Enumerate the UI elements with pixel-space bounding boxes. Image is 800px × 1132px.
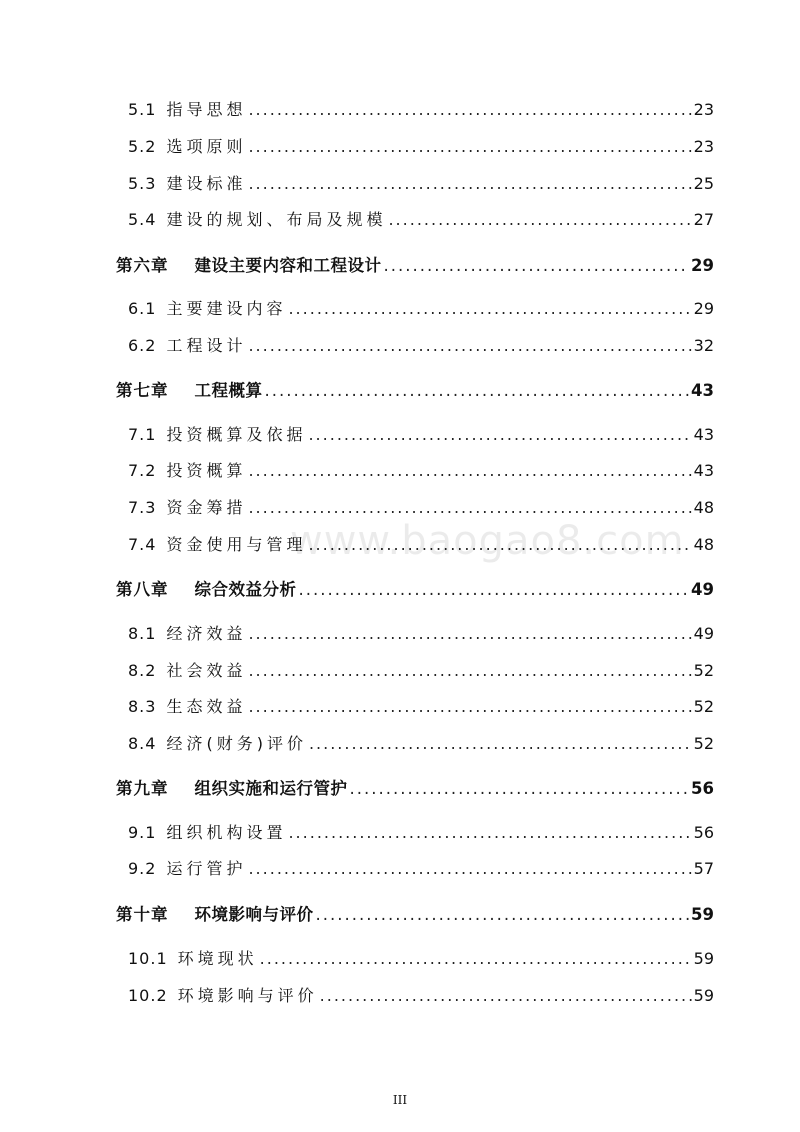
dot-leader (248, 174, 691, 193)
page-number: 27 (693, 210, 714, 229)
section-title: 工程设计 (166, 336, 247, 355)
dot-leader (299, 580, 690, 599)
section-number: 5.4 (128, 210, 157, 229)
chapter-number: 第六章 (116, 256, 169, 275)
chapter-title: 环境影响与评价 (194, 905, 314, 924)
toc-entry[interactable] (128, 207, 714, 230)
section-title: 资金筹措 (166, 498, 247, 517)
dot-leader (308, 425, 691, 444)
section-number: 7.3 (128, 498, 157, 517)
page-number: 32 (693, 336, 714, 355)
toc-entry[interactable] (128, 97, 714, 120)
dot-leader (320, 986, 692, 1005)
dot-leader (248, 137, 691, 156)
page-number: 23 (693, 100, 714, 119)
page-number: 52 (693, 734, 714, 753)
page-number: 57 (693, 859, 714, 878)
dot-leader (288, 299, 691, 318)
dot-leader (248, 661, 691, 680)
chapter-number: 第九章 (116, 779, 169, 798)
toc-entry[interactable] (128, 856, 714, 879)
page-number: 56 (691, 779, 714, 798)
chapter-title: 工程概算 (194, 381, 263, 400)
dot-leader (248, 498, 691, 517)
section-title: 生态效益 (166, 697, 247, 716)
section-number: 8.3 (128, 697, 157, 716)
dot-leader (350, 779, 690, 798)
section-number: 10.2 (128, 986, 168, 1005)
page-number: 43 (693, 425, 714, 444)
page-number: 49 (693, 624, 714, 643)
toc-chapter-entry[interactable] (116, 377, 714, 401)
section-title: 建设的规划、布局及规模 (166, 210, 387, 229)
chapter-title: 组织实施和运行管护 (194, 779, 348, 798)
page-number: 48 (693, 535, 714, 554)
dot-leader (288, 823, 691, 842)
toc-entry[interactable] (128, 658, 714, 681)
section-number: 5.1 (128, 100, 157, 119)
page-number: 29 (693, 299, 714, 318)
section-number: 7.2 (128, 461, 157, 480)
section-number: 10.1 (128, 949, 168, 968)
page-number: 56 (693, 823, 714, 842)
toc-chapter-entry[interactable] (116, 775, 714, 799)
dot-leader (384, 256, 690, 275)
page-footer-number: III (392, 1093, 408, 1107)
section-title: 资金使用与管理 (166, 535, 307, 554)
dot-leader (248, 859, 691, 878)
section-number: 9.2 (128, 859, 157, 878)
page-number: 43 (691, 381, 714, 400)
dot-leader (260, 949, 692, 968)
toc-entry[interactable] (128, 946, 714, 969)
section-number: 8.2 (128, 661, 157, 680)
toc-entry[interactable] (128, 731, 714, 754)
section-number: 8.4 (128, 734, 157, 753)
page-number: 59 (693, 986, 714, 1005)
page-number: 59 (691, 905, 714, 924)
dot-leader (309, 734, 692, 753)
page-number: 29 (691, 256, 714, 275)
page-number: 48 (693, 498, 714, 517)
dot-leader (265, 381, 690, 400)
page-number: 59 (693, 949, 714, 968)
toc-entry[interactable] (128, 134, 714, 157)
page-number: 49 (691, 580, 714, 599)
toc-entry[interactable] (128, 422, 714, 445)
section-title: 社会效益 (166, 661, 247, 680)
section-title: 组织机构设置 (166, 823, 287, 842)
toc-entry[interactable] (128, 621, 714, 644)
page-number: 25 (693, 174, 714, 193)
dot-leader (248, 336, 691, 355)
section-number: 9.1 (128, 823, 157, 842)
toc-entry[interactable] (128, 983, 714, 1006)
section-number: 6.2 (128, 336, 157, 355)
toc-chapter-entry[interactable] (116, 576, 714, 600)
section-number: 8.1 (128, 624, 157, 643)
toc-entry[interactable] (128, 296, 714, 319)
toc-entry[interactable] (128, 458, 714, 481)
section-title: 经济效益 (166, 624, 247, 643)
chapter-number: 第七章 (116, 381, 169, 400)
section-title: 环境现状 (177, 949, 258, 968)
section-title: 选项原则 (166, 137, 247, 156)
toc-entry[interactable] (128, 820, 714, 843)
dot-leader (388, 210, 691, 229)
section-title: 投资概算 (166, 461, 247, 480)
dot-leader (248, 461, 691, 480)
chapter-title: 综合效益分析 (194, 580, 297, 599)
toc-entry[interactable] (128, 694, 714, 717)
page-number: 23 (693, 137, 714, 156)
page-number: 52 (693, 697, 714, 716)
dot-leader (316, 905, 690, 924)
page-number: 52 (693, 661, 714, 680)
chapter-number: 第十章 (116, 905, 169, 924)
watermark: www.baogao8.com (290, 518, 685, 564)
chapter-number: 第八章 (116, 580, 169, 599)
section-number: 7.1 (128, 425, 157, 444)
section-title: 主要建设内容 (166, 299, 287, 318)
section-title: 投资概算及依据 (166, 425, 307, 444)
toc-chapter-entry[interactable] (116, 252, 714, 276)
section-number: 5.3 (128, 174, 157, 193)
dot-leader (248, 697, 691, 716)
section-title: 指导思想 (166, 100, 247, 119)
section-title: 运行管护 (166, 859, 247, 878)
toc-entry[interactable] (128, 333, 714, 356)
section-number: 7.4 (128, 535, 157, 554)
toc-entry[interactable] (128, 171, 714, 194)
dot-leader (248, 624, 691, 643)
toc-chapter-entry[interactable] (116, 901, 714, 925)
chapter-title: 建设主要内容和工程设计 (194, 256, 382, 275)
section-title: 经济(财务)评价 (166, 734, 307, 753)
section-number: 5.2 (128, 137, 157, 156)
section-title: 建设标准 (166, 174, 247, 193)
page-number: 43 (693, 461, 714, 480)
dot-leader (248, 100, 691, 119)
toc-entry[interactable] (128, 495, 714, 518)
section-title: 环境影响与评价 (177, 986, 318, 1005)
section-number: 6.1 (128, 299, 157, 318)
